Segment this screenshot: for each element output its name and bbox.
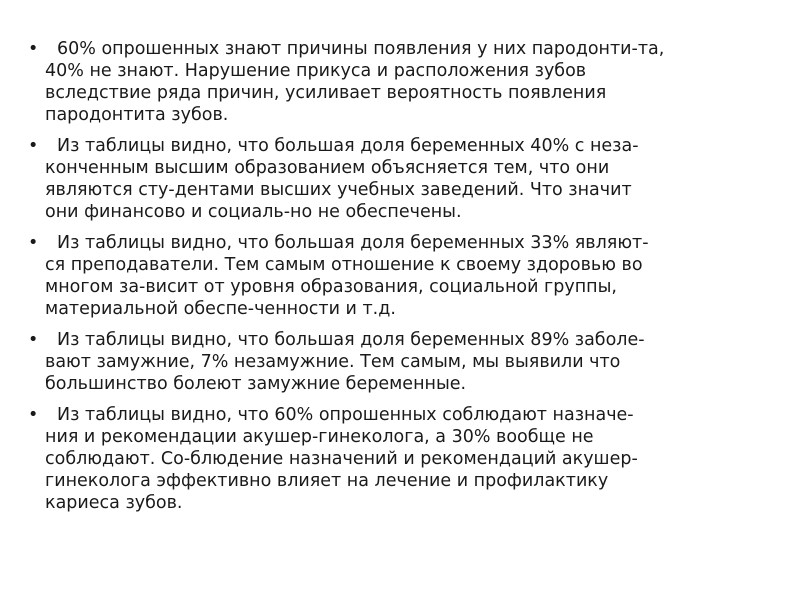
paragraph-line: вследствие ряда причин, усиливает вероятность появления: [45, 83, 607, 103]
paragraph-line: конченным высшим образованием объясняется тем, что они: [45, 158, 610, 178]
paragraph-line: 40% не знают. Нарушение прикуса и расположения зубов: [45, 61, 587, 81]
paragraph-line: ния и рекомендации акушер-гинеколога, а 30% вообще не: [45, 427, 594, 447]
paragraph-line: гинеколога эффективно влияет на лечение и профилактику: [45, 471, 609, 491]
paragraph-line: вают замужние, 7% незамужние. Тем самым, мы выявили что: [45, 352, 621, 372]
paragraph-line: многом за-висит от уровня образования, социальной группы,: [45, 277, 617, 297]
paragraph-line: Из таблицы видно, что большая доля беременных 40% с неза-: [57, 136, 639, 156]
paragraph-line: являются сту-дентами высших учебных заведений. Что значит: [45, 180, 632, 200]
bullet-paragraph-5: [28, 404, 768, 514]
paragraph-line: материальной обеспе-ченности и т.д.: [45, 299, 396, 319]
paragraph-line: Из таблицы видно, что 60% опрошенных соблюдают назначе-: [57, 405, 634, 425]
bullet-marker: •: [28, 330, 39, 350]
paragraph-line: соблюдают. Со-блюдение назначений и рекомендаций акушер-: [45, 449, 638, 469]
paragraph-line: большинство болеют замужние беременные.: [45, 374, 467, 394]
paragraph-line: Из таблицы видно, что большая доля беременных 89% заболе-: [57, 330, 645, 350]
paragraph-line: они финансово и социаль-но не обеспечены.: [45, 202, 462, 222]
bullet-marker: •: [28, 39, 39, 59]
bullet-marker: •: [28, 136, 39, 156]
bullet-marker: •: [28, 405, 39, 425]
paragraph-line: кариеса зубов.: [45, 493, 183, 513]
paragraph-line: 60% опрошенных знают причины появления у них пародонти-та,: [57, 39, 665, 59]
paragraph-line: Из таблицы видно, что большая доля беременных 33% являют-: [57, 233, 649, 253]
paragraph-line: ся преподаватели. Тем самым отношение к своему здоровью во: [45, 255, 643, 275]
bullet-paragraph-1: [28, 38, 768, 126]
bullet-paragraph-2: [28, 135, 768, 223]
bullet-paragraph-4: [28, 329, 768, 395]
bullet-list: [28, 38, 768, 523]
bullet-paragraph-3: [28, 232, 768, 320]
bullet-marker: •: [28, 233, 39, 253]
paragraph-line: пародонтита зубов.: [45, 105, 229, 125]
